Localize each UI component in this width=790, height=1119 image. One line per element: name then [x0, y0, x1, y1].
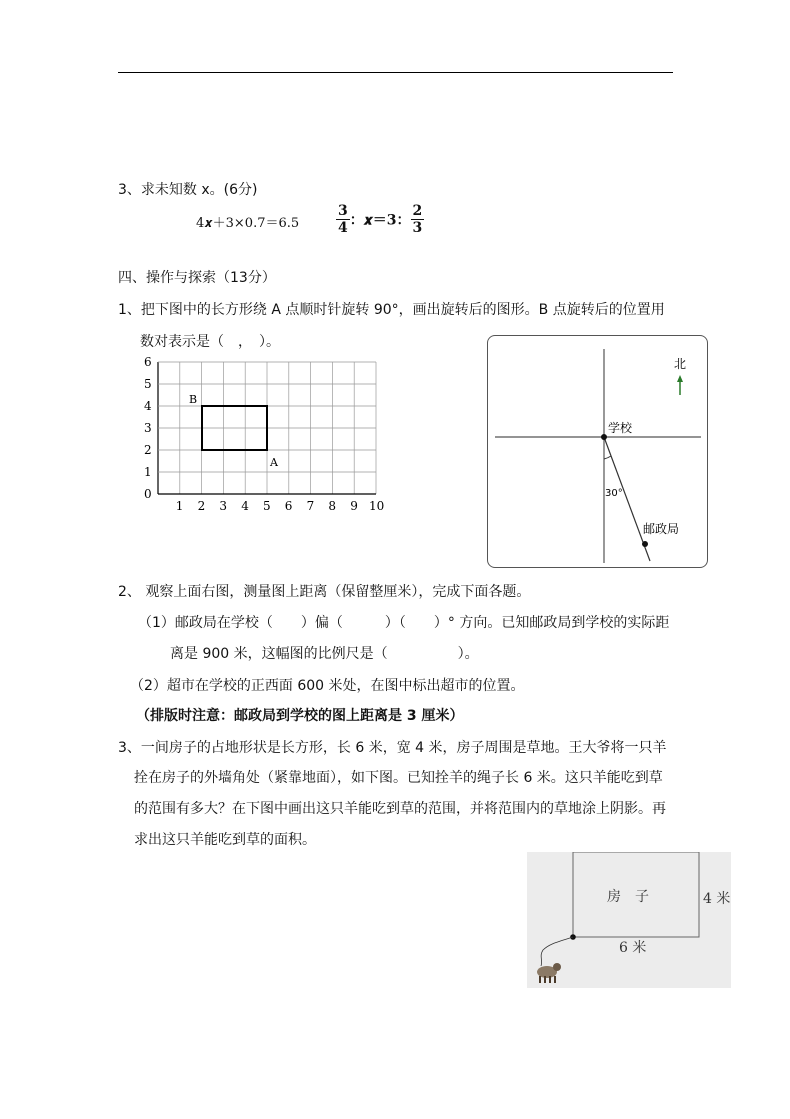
x-tick-label: 9: [350, 499, 358, 513]
y-tick-label: 0: [144, 487, 152, 501]
problem3-line1: 3、一间房子的占地形状是长方形，长 6 米，宽 4 米，房子周围是草地。王大爷将一只羊: [118, 740, 667, 756]
house-length-label: 6 米: [619, 940, 647, 956]
problem1-line2: 数对表示是（ ， ）。: [140, 334, 280, 350]
problem3-line4: 求出这只羊能吃到草的面积。: [134, 832, 316, 848]
y-tick-label: 3: [144, 421, 152, 435]
fraction-2-3: $\frac{2}{3}$: [412, 203, 423, 236]
x-tick-label: 6: [284, 499, 293, 513]
house-label: 房 子: [607, 889, 649, 905]
angle-label: 30°: [605, 488, 623, 499]
post-office-label: 邮政局: [643, 522, 680, 536]
x-tick-label: 3: [219, 499, 228, 513]
y-tick-labels: [144, 356, 152, 501]
north-arrow-icon: [677, 375, 683, 382]
layout-note: （排版时注意：邮政局到学校的图上距离是 3 厘米）: [136, 708, 464, 724]
coordinate-grid: [140, 356, 390, 516]
school-point: [601, 434, 607, 440]
x-tick-label: 5: [263, 499, 271, 513]
school-label: 学校: [608, 421, 633, 435]
y-tick-label: 1: [144, 465, 152, 479]
problem3-line3: 的范围有多大？在下图中画出这只羊能吃到草的范围，并将范围内的草地涂上阴影。再: [134, 801, 666, 817]
post-office-point: [642, 541, 648, 547]
q3-equation-1: 4𝒙＋3×0.7＝6.5: [196, 216, 300, 231]
equation-2-middle: ：𝒙＝3：: [349, 212, 411, 229]
house-width-label: 4 米: [703, 891, 731, 907]
y-tick-label: 5: [144, 377, 152, 391]
direction-map: [487, 335, 708, 568]
angle-arc: [604, 456, 611, 459]
problem2-sub2: （2）超市在学校的正西面 600 米处，在图中标出超市的位置。: [130, 678, 525, 694]
house-figure: [527, 852, 731, 988]
point-b-label: B: [189, 393, 198, 406]
problem2-sub1-line2: 离是 900 米，这幅图的比例尺是（ ）。: [170, 646, 479, 662]
y-tick-label: 2: [144, 443, 152, 457]
x-tick-label: 8: [328, 499, 337, 513]
rope: [541, 937, 573, 966]
problem3-line2: 拴在房子的外墙角处（紧靠地面），如下图。已知拴羊的绳子长 6 米。这只羊能吃到草: [134, 770, 663, 786]
x-tick-label: 2: [197, 499, 206, 513]
point-a-label: A: [270, 456, 278, 469]
x-tick-label: 4: [241, 499, 249, 513]
x-tick-label: 10: [369, 499, 385, 513]
north-label: 北: [674, 357, 687, 371]
section4-title: 四、操作与探索（13分）: [118, 270, 276, 286]
fraction-3-4: $\frac{3}{4}$: [338, 203, 348, 236]
x-tick-label: 1: [175, 499, 184, 513]
sheep-icon: [537, 963, 561, 983]
q3-equation-2: [336, 203, 424, 236]
y-tick-label: 4: [144, 399, 152, 413]
y-tick-label: 6: [144, 356, 152, 369]
problem2-line1: 2、 观察上面右图，测量图上距离（保留整厘米），完成下面各题。: [118, 584, 531, 600]
problem2-sub1-line1: （1）邮政局在学校（ ）偏（ ）（ ）° 方向。已知邮政局到学校的实际距: [138, 615, 670, 631]
x-tick-labels: [176, 499, 384, 513]
problem1-line1: 1、把下图中的长方形绕 A 点顺时针旋转 90°，画出旋转后的图形。B 点旋转后的位置用: [118, 302, 665, 318]
x-tick-label: 7: [306, 499, 315, 513]
q3-title: 3、求未知数 x。(6分): [118, 182, 258, 198]
header-rule: [118, 72, 673, 73]
